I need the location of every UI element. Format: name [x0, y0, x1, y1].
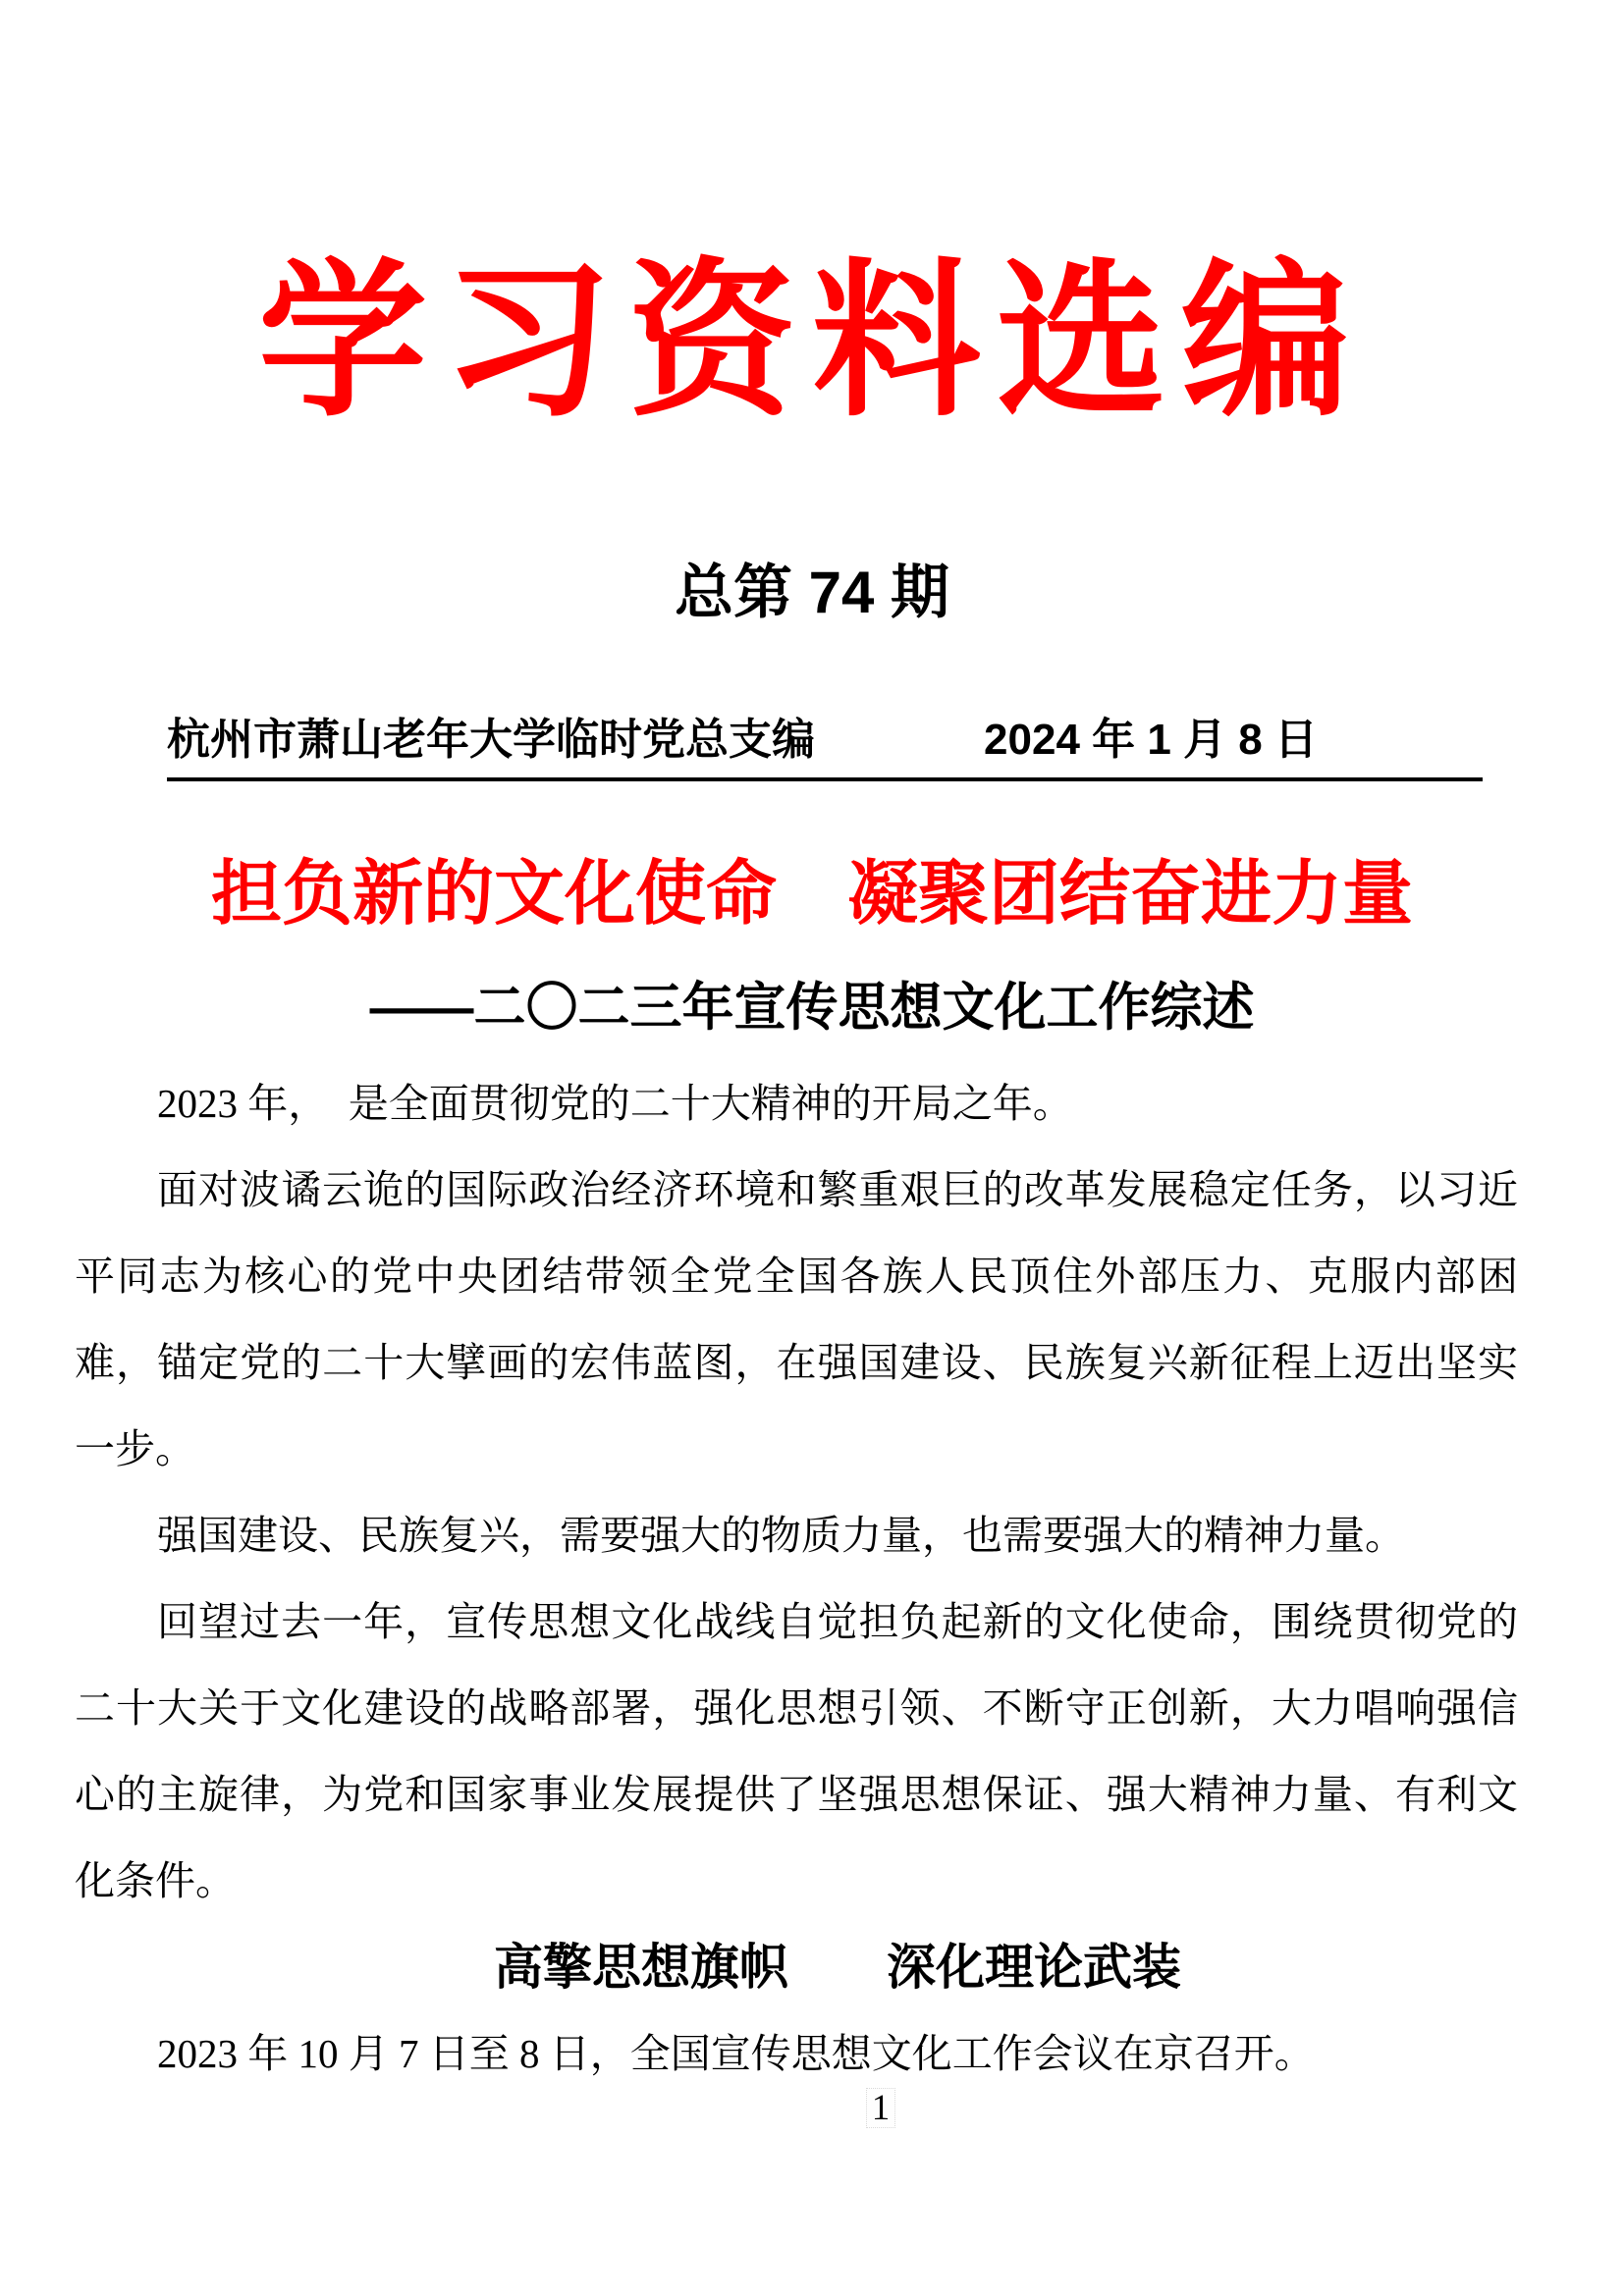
publish-date: 2024 年 1 月 8 日 — [984, 716, 1318, 764]
article-title: 担负新的文化使命 凝聚团结奋进力量 — [210, 855, 1413, 934]
paragraph: 面对波谲云诡的国际政治经济环境和繁重艰巨的改革发展稳定任务，以习近平同志为核心的党中央团结带领全党全国各族人民顶住外部压力、克服内部困难，锚定党的二十大擘画的宏伟蓝图，在强国建设、民族复兴新征程上迈出坚实一步。 — [75, 1167, 1518, 1472]
paragraph: 回望过去一年，宣传思想文化战线自觉担负起新的文化使命，围绕贯彻党的二十大关于文化建设的战略部署，强化思想引领、不断守正创新，大力唱响强信心的主旋律，为党和国家事业发展提供了坚强思想保证、强大精神力量、有利文化条件。 — [75, 1599, 1518, 1904]
article-body — [75, 1060, 1518, 2097]
section-heading: 高擎思想旗帜 深化理论武装 — [494, 1940, 1181, 1996]
publication-info-row — [167, 717, 1483, 764]
paragraph: 强国建设、民族复兴，需要强大的物质力量，也需要强大的精神力量。 — [157, 1513, 1405, 1559]
paragraph: 2023 年， 是全面贯彻党的二十大精神的开局之年。 — [157, 1081, 1073, 1127]
page-number: 1 — [866, 2088, 896, 2128]
header-divider-line — [167, 777, 1483, 781]
paragraph: 2023 年 10 月 7 日至 8 日，全国宣传思想文化工作会议在京召开。 — [157, 2031, 1315, 2077]
article-subtitle: ——二〇二三年宣传思想文化工作综述 — [369, 979, 1255, 1038]
publisher-name: 杭州市萧山老年大学临时党总支编 — [167, 716, 815, 764]
masthead-title: 学习资料选编 — [258, 247, 1366, 436]
page-footer — [0, 2088, 1624, 2128]
issue-number: 总第 74 期 — [674, 560, 950, 625]
